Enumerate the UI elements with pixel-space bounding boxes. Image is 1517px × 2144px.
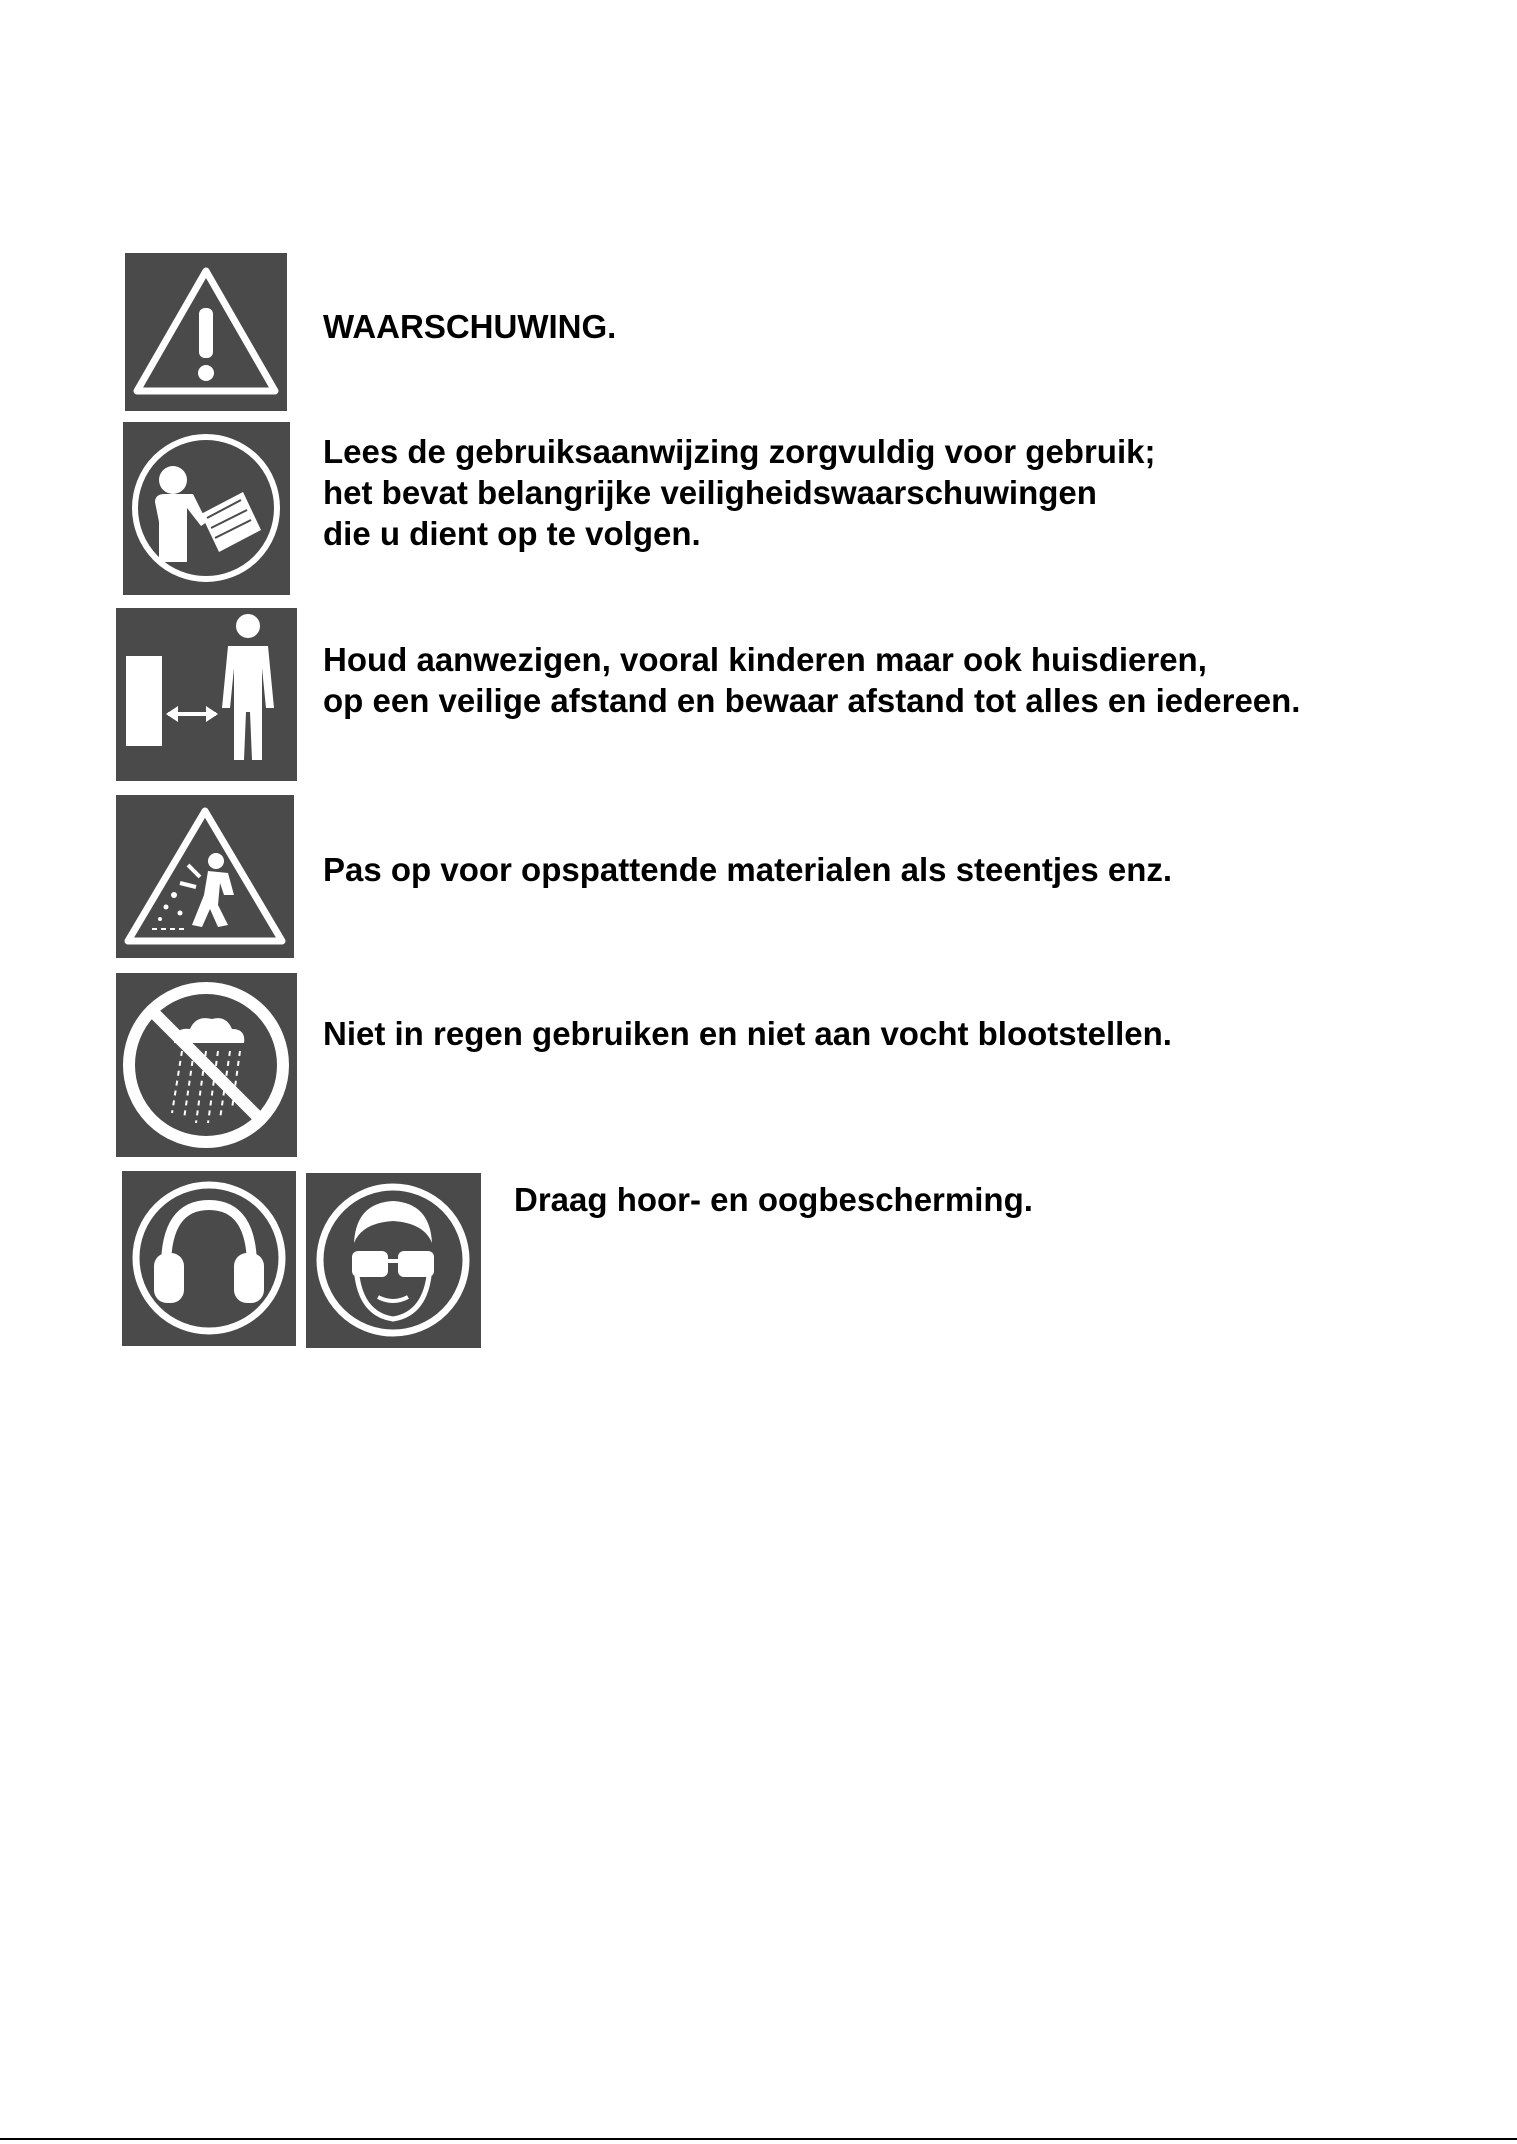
protection-text: Draag hoor- en oogbescherming. xyxy=(514,1181,1033,1218)
flying-debris-icon xyxy=(116,795,294,958)
warning-triangle-icon xyxy=(125,253,287,411)
ear-protection-icon xyxy=(122,1171,296,1346)
warning-heading: WAARSCHUWING. xyxy=(323,308,617,345)
eye-protection-icon xyxy=(306,1173,481,1348)
keep-distance-icon xyxy=(116,608,297,781)
no-rain-text: Niet in regen gebruiken en niet aan vocht blootstellen. xyxy=(323,1015,1172,1052)
page-bottom-rule xyxy=(0,2138,1517,2140)
flying-debris-text: Pas op voor opspattende materialen als steentjes enz. xyxy=(323,851,1173,888)
no-rain-icon xyxy=(116,973,297,1157)
read-manual-icon xyxy=(123,422,290,595)
read-manual-text: Lees de gebruiksaanwijzing zorgvuldig voor gebruik; het bevat belangrijke veiligheidswaarschuwingen die u dient op te volgen. xyxy=(323,433,1156,552)
keep-distance-text: Houd aanwezigen, vooral kinderen maar ook huisdieren, op een veilige afstand en bewaar afstand tot alles en iedereen. xyxy=(323,641,1301,719)
